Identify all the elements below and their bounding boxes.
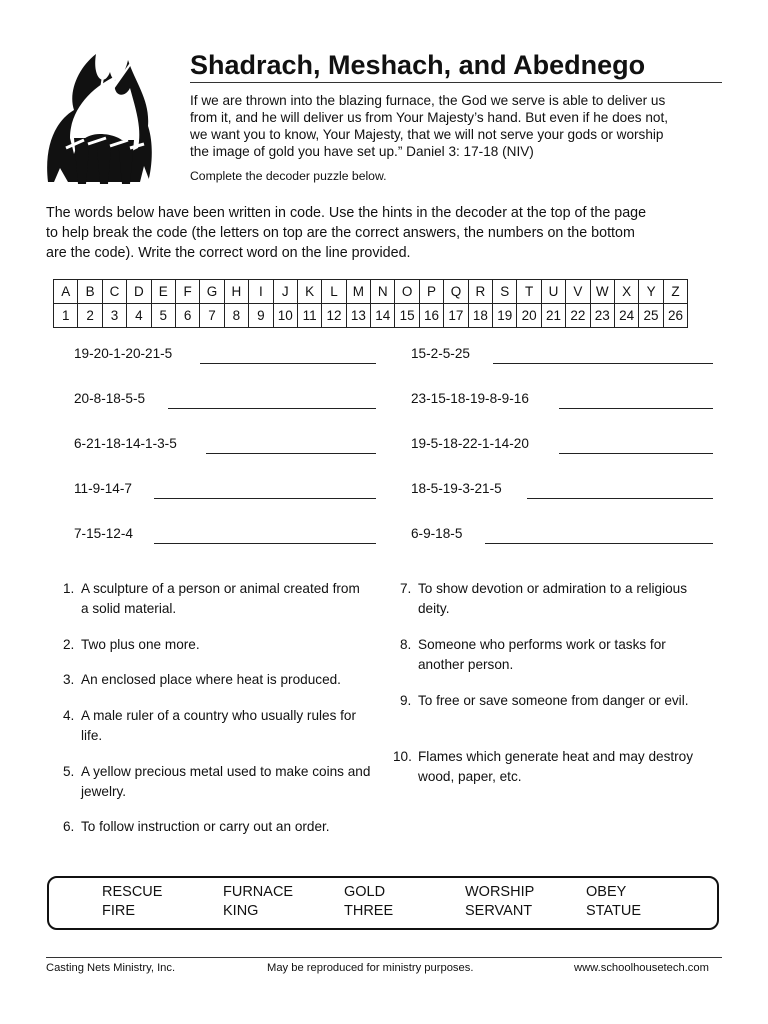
word-bank-item: WORSHIP: [465, 884, 535, 900]
footer-rule: [46, 957, 722, 958]
furnace-flames-logo: [44, 48, 156, 186]
answer-line[interactable]: [493, 363, 713, 364]
decoder-number-cell: 5: [151, 304, 175, 328]
clue-number: 9.: [400, 693, 412, 708]
decoder-letter-cell: K: [297, 280, 321, 304]
clue-number: 7.: [400, 581, 412, 596]
decoder-number-cell: 11: [297, 304, 321, 328]
word-bank-item: THREE: [344, 903, 394, 919]
decoder-number-cell: 26: [663, 304, 687, 328]
clue-text: A male ruler of a country who usually rules for life.: [81, 708, 357, 743]
code-text: 15-2-5-25: [411, 346, 470, 361]
clue-text: To show devotion or admiration to a religious deity.: [418, 581, 688, 616]
answer-line[interactable]: [168, 408, 376, 409]
clue-number: 2.: [63, 637, 75, 652]
clue-text: A yellow precious metal used to make coins and jewelry.: [81, 764, 371, 799]
puzzle-instructions: [46, 203, 726, 263]
answer-line[interactable]: [485, 543, 713, 544]
decoder-number-cell: 17: [444, 304, 468, 328]
word-bank-item: STATUE: [586, 903, 642, 919]
answer-line[interactable]: [154, 498, 376, 499]
clue-text: To follow instruction or carry out an order.: [81, 819, 330, 834]
decoder-number-cell: 2: [78, 304, 102, 328]
decoder-number-cell: 15: [395, 304, 419, 328]
decoder-number-cell: 24: [614, 304, 638, 328]
code-text: 6-21-18-14-1-3-5: [74, 436, 177, 451]
word-bank-item: FURNACE: [223, 884, 294, 900]
decoder-letter-cell: Z: [663, 280, 687, 304]
word-bank: [47, 876, 719, 930]
decoder-letter-cell: I: [249, 280, 273, 304]
decoder-letter-cell: T: [517, 280, 541, 304]
decoder-number-cell: 23: [590, 304, 614, 328]
clue-number: 8.: [400, 637, 412, 652]
decoder-number-cell: 19: [493, 304, 517, 328]
instruction-line: The words below have been written in code. Use the hints in the decoder at the top of the page: [46, 205, 647, 221]
decoder-number-cell: 6: [175, 304, 199, 328]
verse-line: the image of gold you have set up.” Daniel 3: 17-18 (NIV): [190, 144, 534, 159]
decoder-number-cell: 14: [371, 304, 395, 328]
decoder-letter-cell: X: [614, 280, 638, 304]
word-bank-item: FIRE: [102, 903, 136, 919]
instruction-line: are the code). Write the correct word on the line provided.: [46, 245, 411, 261]
decoder-number-cell: 8: [224, 304, 248, 328]
decoder-number-cell: 4: [127, 304, 151, 328]
decoder-number-cell: 16: [419, 304, 443, 328]
decoder-letter-cell: E: [151, 280, 175, 304]
decoder-letter-cell: S: [493, 280, 517, 304]
decoder-letter-cell: P: [419, 280, 443, 304]
footer-permission: May be reproduced for ministry purposes.: [267, 962, 474, 974]
clue-number: 6.: [63, 819, 75, 834]
clue-number: 10.: [393, 749, 412, 764]
decoder-number-cell: 25: [639, 304, 663, 328]
clue-text: Two plus one more.: [81, 637, 200, 652]
decoder-letter-cell: B: [78, 280, 102, 304]
answer-line[interactable]: [200, 363, 376, 364]
decoder-number-cell: 21: [541, 304, 565, 328]
verse-line: from it, and he will deliver us from Your Majesty’s hand. But even if he does not,: [190, 110, 669, 125]
code-text: 6-9-18-5: [411, 526, 463, 541]
clue-text: A sculpture of a person or animal created from a solid material.: [81, 581, 360, 616]
word-bank-item: RESCUE: [102, 884, 163, 900]
decoder-number-cell: 20: [517, 304, 541, 328]
word-bank-item: SERVANT: [465, 903, 533, 919]
answer-line[interactable]: [154, 543, 376, 544]
verse-line: If we are thrown into the blazing furnace, the God we serve is able to deliver us: [190, 93, 666, 108]
decoder-number-cell: 1: [54, 304, 78, 328]
clue-number: 4.: [63, 708, 75, 723]
verse-line: we want you to know, Your Majesty, that we will not serve your gods or worship: [190, 127, 664, 142]
word-bank-item: KING: [223, 903, 259, 919]
decoder-number-cell: 13: [346, 304, 370, 328]
clue-number: 1.: [63, 581, 75, 596]
word-bank-item: OBEY: [586, 884, 627, 900]
decoder-letter-cell: N: [371, 280, 395, 304]
decoder-number-cell: 10: [273, 304, 297, 328]
clue-number: 3.: [63, 672, 75, 687]
decoder-letter-cell: R: [468, 280, 492, 304]
decoder-letter-cell: A: [54, 280, 78, 304]
footer-publisher: Casting Nets Ministry, Inc.: [46, 962, 176, 974]
decoder-letter-cell: Q: [444, 280, 468, 304]
clue-text: Flames which generate heat and may destroy wood, paper, etc.: [418, 749, 694, 784]
code-text: 20-8-18-5-5: [74, 391, 146, 406]
page-title: Shadrach, Meshach, and Abednego: [190, 50, 646, 80]
decoder-number-cell: 7: [200, 304, 224, 328]
code-text: 23-15-18-19-8-9-16: [411, 391, 529, 406]
code-text: 11-9-14-7: [74, 481, 132, 496]
decoder-letter-cell: D: [127, 280, 151, 304]
code-text: 7-15-12-4: [74, 526, 133, 541]
decoder-number-cell: 3: [102, 304, 126, 328]
scripture-verse: [190, 92, 726, 160]
code-text: 18-5-19-3-21-5: [411, 481, 502, 496]
decoder-letter-cell: M: [346, 280, 370, 304]
answer-line[interactable]: [559, 453, 713, 454]
title-rule: [190, 82, 722, 83]
instruction-line: to help break the code (the letters on top are the correct answers, the numbers on the bottom: [46, 225, 635, 241]
clue-text: An enclosed place where heat is produced.: [81, 672, 341, 687]
decoder-letter-cell: F: [175, 280, 199, 304]
clue-text: To free or save someone from danger or evil.: [418, 693, 689, 708]
decoder-number-cell: 12: [322, 304, 346, 328]
answer-line[interactable]: [206, 453, 376, 454]
decoder-letter-row: [54, 280, 688, 304]
decoder-letter-cell: C: [102, 280, 126, 304]
code-text: 19-20-1-20-21-5: [74, 346, 173, 361]
decoder-letter-cell: W: [590, 280, 614, 304]
answer-line[interactable]: [559, 408, 713, 409]
decoder-number-row: [54, 304, 688, 328]
code-text: 19-5-18-22-1-14-20: [411, 436, 529, 451]
answer-line[interactable]: [527, 498, 713, 499]
clue-number: 5.: [63, 764, 75, 779]
decoder-letter-cell: G: [200, 280, 224, 304]
clue-text: Someone who performs work or tasks for another person.: [418, 637, 666, 672]
decoder-letter-cell: Y: [639, 280, 663, 304]
decoder-letter-cell: J: [273, 280, 297, 304]
decoder-letter-cell: O: [395, 280, 419, 304]
decoder-letter-cell: U: [541, 280, 565, 304]
decoder-letter-cell: V: [566, 280, 590, 304]
decoder-letter-cell: H: [224, 280, 248, 304]
decoder-number-cell: 22: [566, 304, 590, 328]
word-bank-item: GOLD: [344, 884, 386, 900]
decoder-number-cell: 9: [249, 304, 273, 328]
decoder-number-cell: 18: [468, 304, 492, 328]
short-instruction: Complete the decoder puzzle below.: [190, 169, 387, 183]
decoder-letter-cell: L: [322, 280, 346, 304]
decoder-table: [53, 279, 688, 328]
footer-website: www.schoolhousetech.com: [574, 962, 709, 974]
